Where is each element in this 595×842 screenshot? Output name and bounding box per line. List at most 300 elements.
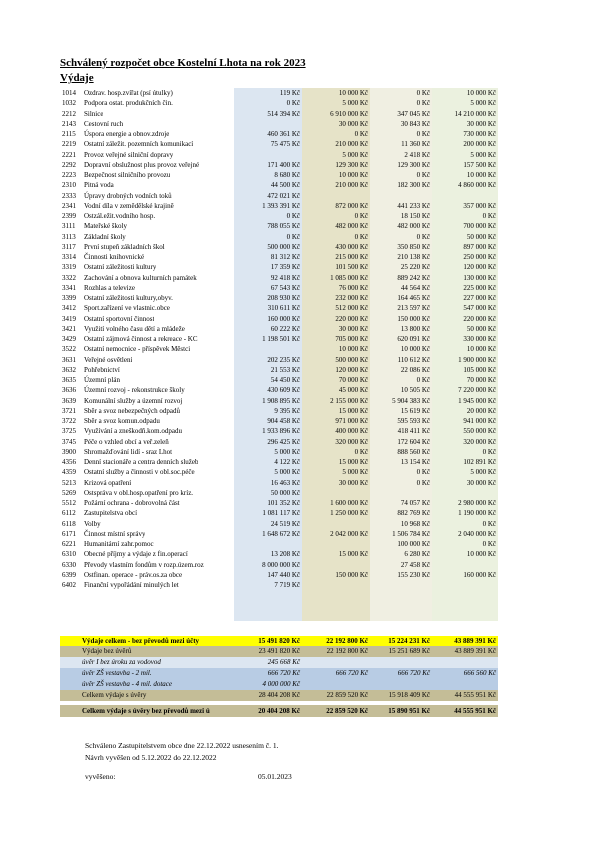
row-value-3: 5 904 383 Kč bbox=[392, 396, 430, 405]
row-value-4: 320 000 Kč bbox=[463, 437, 496, 446]
row-value-3: 1 506 784 Kč bbox=[392, 529, 430, 538]
table-row bbox=[62, 170, 498, 180]
row-value-2: 0 Kč bbox=[354, 212, 368, 220]
row-value-2: 10 000 Kč bbox=[338, 89, 368, 97]
row-value-4: 220 000 Kč bbox=[463, 314, 496, 323]
row-value-1: 310 611 Kč bbox=[267, 304, 300, 313]
row-name: Územní plán bbox=[84, 376, 120, 384]
row-value-2: 232 000 Kč bbox=[335, 294, 368, 302]
row-value-3: 10 000 Kč bbox=[400, 345, 430, 354]
row-value-3: 0 Kč bbox=[416, 468, 430, 477]
row-code: 5269 bbox=[62, 488, 76, 497]
table-row bbox=[62, 508, 498, 518]
table-row bbox=[62, 129, 498, 139]
row-value-1: 75 475 Kč bbox=[270, 140, 300, 149]
row-code: 2310 bbox=[62, 181, 76, 190]
summary-value-3: 666 720 Kč bbox=[397, 669, 430, 677]
row-value-4: 941 000 Kč bbox=[463, 417, 496, 425]
row-name: Základní školy bbox=[84, 232, 126, 241]
row-value-2: 500 000 Kč bbox=[335, 355, 368, 364]
row-value-3: 0 Kč bbox=[416, 478, 430, 487]
row-value-3: 441 233 Kč bbox=[397, 201, 430, 210]
row-value-3: 13 154 Kč bbox=[400, 458, 430, 466]
row-value-1: 160 000 Kč bbox=[267, 314, 300, 323]
row-value-4: 5 000 Kč bbox=[470, 99, 496, 108]
summary-value-1: 4 000 000 Kč bbox=[262, 680, 300, 688]
summary-value-4: 666 560 Kč bbox=[463, 669, 496, 677]
row-value-4: 0 Kč bbox=[482, 447, 496, 456]
row-value-1: 17 359 Kč bbox=[270, 263, 300, 272]
row-value-2: 10 000 Kč bbox=[338, 171, 368, 179]
row-code: 3412 bbox=[62, 304, 76, 313]
row-value-4: 227 000 Kč bbox=[463, 294, 496, 302]
row-name: Pohřebnictví bbox=[84, 365, 120, 374]
row-value-1: 500 000 Kč bbox=[267, 242, 300, 251]
row-value-2: 971 000 Kč bbox=[335, 417, 368, 425]
table-row bbox=[62, 447, 498, 457]
row-code: 2221 bbox=[62, 150, 76, 159]
row-value-1: 8 680 Kč bbox=[274, 171, 300, 179]
row-value-1: 21 553 Kč bbox=[270, 365, 300, 374]
row-code: 3632 bbox=[62, 365, 76, 374]
row-name: Finanční vypořádání minulých let bbox=[84, 581, 179, 589]
summary-label: úvěr I bez úroku za vodovod bbox=[82, 658, 161, 666]
row-value-1: 1 081 117 Kč bbox=[262, 509, 300, 518]
row-name: Požární ochrana - dobrovolná část bbox=[84, 499, 180, 507]
row-value-3: 0 Kč bbox=[416, 376, 430, 384]
row-value-1: 7 719 Kč bbox=[274, 581, 300, 589]
row-value-1: 101 352 Kč bbox=[267, 499, 300, 507]
row-code: 6402 bbox=[62, 581, 76, 589]
row-code: 2219 bbox=[62, 140, 76, 149]
row-value-4: 14 210 000 Kč bbox=[454, 109, 496, 118]
summary-value-2: 666 720 Kč bbox=[335, 669, 368, 677]
summary-label: úvěr ZŠ vestavba - 2 mil. bbox=[82, 669, 152, 677]
row-value-2: 15 000 Kč bbox=[338, 550, 368, 559]
row-name: Obecné příjmy a výdaje z fin.operací bbox=[84, 550, 188, 559]
summary-value-2: 22 192 800 Kč bbox=[326, 637, 368, 645]
row-value-4: 0 Kč bbox=[482, 212, 496, 220]
row-value-1: 67 543 Kč bbox=[270, 283, 300, 292]
row-value-4: 700 000 Kč bbox=[463, 222, 496, 231]
row-value-1: 50 000 Kč bbox=[270, 488, 300, 497]
posted-label: vyvěšeno: bbox=[85, 772, 116, 781]
table-row bbox=[62, 416, 498, 426]
table-row bbox=[62, 180, 498, 190]
document-title: Schválený rozpočet obce Kostelní Lhota na rok 2023 bbox=[60, 57, 306, 69]
row-name: Sport.zařízení ve vlastnic.obce bbox=[84, 304, 170, 313]
row-code: 6118 bbox=[62, 519, 76, 528]
row-value-2: 150 000 Kč bbox=[335, 570, 368, 579]
row-value-3: 11 360 Kč bbox=[401, 140, 430, 149]
row-name: Činnosti knihovnické bbox=[84, 253, 145, 261]
row-value-3: 10 505 Kč bbox=[400, 386, 430, 395]
row-code: 3314 bbox=[62, 253, 76, 261]
row-code: 2115 bbox=[62, 130, 76, 138]
row-value-1: 171 400 Kč bbox=[267, 160, 300, 169]
row-value-1: 430 609 Kč bbox=[267, 386, 300, 395]
table-row bbox=[62, 457, 498, 467]
row-name: Podpora ostat. produkčních čin. bbox=[84, 99, 173, 108]
row-code: 2143 bbox=[62, 119, 76, 128]
row-code: 6330 bbox=[62, 560, 76, 569]
row-value-2: 2 042 000 Kč bbox=[330, 529, 368, 538]
row-value-1: 904 458 Kč bbox=[267, 417, 300, 425]
table-row bbox=[62, 396, 498, 406]
row-value-1: 119 Kč bbox=[279, 89, 300, 97]
row-value-1: 0 Kč bbox=[286, 99, 300, 108]
summary-row-loan-water bbox=[60, 657, 498, 668]
row-name: Územní rozvoj - rekonstrukce školy bbox=[84, 386, 185, 395]
row-value-1: 8 000 000 Kč bbox=[262, 560, 300, 569]
table-row bbox=[62, 191, 498, 201]
row-name: Vodní díla v zemědělské krajině bbox=[84, 201, 174, 210]
row-value-2: 210 000 Kč bbox=[335, 140, 368, 149]
row-value-3: 418 411 Kč bbox=[397, 427, 430, 436]
row-name: Sběr a svoz komun.odpadu bbox=[84, 417, 160, 425]
table-row bbox=[62, 344, 498, 354]
row-value-3: 22 086 Kč bbox=[400, 365, 430, 374]
row-value-1: 1 198 501 Kč bbox=[262, 335, 300, 343]
row-value-1: 5 000 Kč bbox=[274, 468, 300, 477]
row-code: 3113 bbox=[62, 232, 76, 241]
row-value-4: 10 000 Kč bbox=[466, 89, 496, 97]
expenditure-table bbox=[62, 88, 498, 590]
row-value-2: 70 000 Kč bbox=[338, 376, 368, 384]
row-name: Ostatní záležit. pozemních komunikací bbox=[84, 140, 194, 149]
row-code: 4359 bbox=[62, 468, 76, 477]
row-name: Cestovní ruch bbox=[84, 119, 124, 128]
row-name: Činnost místní správy bbox=[84, 529, 146, 538]
approval-note: Schváleno Zastupitelstvem obce dne 22.12.2022 usnesením č. 1. bbox=[85, 741, 279, 750]
row-name: Dopravní obslužnost plus provoz veřejné bbox=[84, 160, 200, 169]
row-value-4: 897 000 Kč bbox=[463, 242, 496, 251]
table-row bbox=[62, 498, 498, 508]
row-code: 3419 bbox=[62, 314, 76, 323]
row-value-4: 50 000 Kč bbox=[466, 324, 496, 333]
table-row bbox=[62, 262, 498, 272]
row-name: Sběr a svoz nebezpečných odpadů bbox=[84, 406, 181, 415]
summary-value-3: 15 224 231 Kč bbox=[388, 637, 430, 645]
row-code: 3639 bbox=[62, 396, 76, 405]
row-value-3: 595 593 Kč bbox=[397, 417, 430, 425]
row-value-4: 225 000 Kč bbox=[463, 283, 496, 292]
table-row bbox=[62, 426, 498, 436]
row-name: Převody vlastním fondům v rozp.územ.roz bbox=[84, 560, 204, 569]
row-code: 3322 bbox=[62, 273, 76, 282]
row-value-4: 105 000 Kč bbox=[463, 365, 496, 374]
row-value-2: 129 300 Kč bbox=[335, 160, 368, 169]
summary-value-4: 44 555 951 Kč bbox=[454, 691, 496, 699]
table-row bbox=[62, 160, 498, 170]
row-value-2: 0 Kč bbox=[354, 447, 368, 456]
row-name: Ostatní nemocnice - příspěvek Městci bbox=[84, 345, 191, 354]
row-value-2: 400 000 Kč bbox=[335, 427, 368, 436]
table-row bbox=[62, 283, 498, 293]
row-value-4: 30 000 Kč bbox=[466, 119, 496, 128]
row-value-2: 30 000 Kč bbox=[338, 119, 368, 128]
row-code: 3900 bbox=[62, 447, 76, 456]
row-value-2: 1 250 000 Kč bbox=[330, 509, 368, 518]
row-name: Pitná voda bbox=[84, 181, 114, 190]
table-row bbox=[62, 88, 498, 98]
summary-value-3: 15 890 951 Kč bbox=[388, 707, 430, 715]
row-name: Péče o vzhled obcí a veř.zeleň bbox=[84, 437, 169, 446]
row-code: 3522 bbox=[62, 345, 76, 354]
row-name: Zachování a obnova kulturních památek bbox=[84, 273, 197, 282]
table-row bbox=[62, 519, 498, 529]
row-value-3: 164 465 Kč bbox=[397, 294, 430, 302]
row-value-4: 730 000 Kč bbox=[463, 130, 496, 138]
row-name: Mateřské školy bbox=[84, 222, 127, 231]
summary-value-2: 22 859 520 Kč bbox=[326, 691, 368, 699]
row-value-2: 430 000 Kč bbox=[335, 242, 368, 251]
row-value-4: 50 000 Kč bbox=[466, 232, 496, 241]
table-row bbox=[62, 232, 498, 242]
row-value-1: 788 055 Kč bbox=[267, 222, 300, 231]
row-value-3: 10 968 Kč bbox=[400, 519, 430, 528]
row-name: Rozhlas a televize bbox=[84, 283, 135, 292]
row-value-2: 101 500 Kč bbox=[335, 263, 368, 272]
summary-value-1: 28 404 208 Kč bbox=[258, 691, 300, 699]
summary-label: Výdaje celkem - bez převodů mezi účty bbox=[82, 637, 200, 645]
row-value-1: 1 648 672 Kč bbox=[262, 529, 300, 538]
row-value-4: 0 Kč bbox=[482, 540, 496, 548]
row-code: 1032 bbox=[62, 99, 76, 108]
row-value-1: 0 Kč bbox=[286, 232, 300, 241]
row-code: 3725 bbox=[62, 427, 76, 436]
row-name: Ostatní zájmová činnost a rekreace - KC bbox=[84, 335, 198, 343]
row-name: Úspora energie a obnov.zdroje bbox=[84, 130, 170, 138]
table-row bbox=[62, 365, 498, 375]
summary-value-1: 15 491 820 Kč bbox=[258, 637, 300, 645]
row-value-3: 100 000 Kč bbox=[397, 540, 430, 548]
row-value-1: 0 Kč bbox=[286, 212, 300, 220]
row-code: 3722 bbox=[62, 417, 76, 425]
row-value-1: 147 440 Kč bbox=[267, 570, 300, 579]
row-value-4: 550 000 Kč bbox=[463, 427, 496, 436]
row-value-2: 15 000 Kč bbox=[338, 406, 368, 415]
row-value-2: 120 000 Kč bbox=[335, 365, 368, 374]
summary-value-4: 44 555 951 Kč bbox=[454, 707, 496, 715]
row-value-4: 1 900 000 Kč bbox=[458, 355, 496, 364]
row-code: 2399 bbox=[62, 212, 76, 220]
summary-value-1: 23 491 820 Kč bbox=[258, 647, 300, 655]
row-name: Ostatní záležitosti kultury,obyv. bbox=[84, 294, 173, 302]
table-row bbox=[62, 560, 498, 570]
summary-value-4: 43 889 391 Kč bbox=[454, 647, 496, 655]
row-value-3: 347 045 Kč bbox=[397, 109, 430, 118]
summary-row-with-loans bbox=[60, 690, 498, 701]
table-row bbox=[62, 139, 498, 149]
row-value-3: 18 150 Kč bbox=[400, 212, 430, 220]
row-value-3: 350 850 Kč bbox=[397, 242, 430, 251]
row-value-3: 2 418 Kč bbox=[404, 150, 430, 159]
row-code: 2341 bbox=[62, 201, 76, 210]
table-row bbox=[62, 467, 498, 477]
summary-value-3: 15 251 689 Kč bbox=[388, 647, 430, 655]
row-code: 6112 bbox=[62, 509, 76, 518]
row-code: 6399 bbox=[62, 570, 76, 579]
table-row bbox=[62, 293, 498, 303]
summary-label: úvěr ZŠ vestavba - 4 mil. dotace bbox=[82, 680, 173, 688]
row-value-3: 129 300 Kč bbox=[397, 160, 430, 169]
summary-value-4: 43 889 391 Kč bbox=[454, 637, 496, 645]
row-value-4: 200 000 Kč bbox=[463, 140, 496, 149]
row-name: Ostzál.ežit.vodního hosp. bbox=[84, 212, 156, 220]
row-code: 3341 bbox=[62, 283, 76, 292]
row-value-3: 620 091 Kč bbox=[397, 335, 430, 343]
row-name: Ostatní záležitosti kultury bbox=[84, 263, 157, 272]
row-value-3: 110 612 Kč bbox=[397, 355, 430, 364]
row-code: 2212 bbox=[62, 109, 76, 118]
row-value-4: 2 040 000 Kč bbox=[458, 529, 496, 538]
row-name: Ostatní služby a činnosti v obl.soc.péče bbox=[84, 468, 195, 477]
row-value-2: 15 000 Kč bbox=[338, 458, 368, 466]
table-row bbox=[62, 211, 498, 221]
row-code: 4356 bbox=[62, 458, 76, 466]
row-value-3: 0 Kč bbox=[416, 99, 430, 108]
row-value-1: 296 425 Kč bbox=[267, 437, 300, 446]
row-name: Provoz veřejné silniční dopravy bbox=[84, 150, 174, 159]
row-value-2: 705 000 Kč bbox=[335, 335, 368, 343]
row-value-2: 220 000 Kč bbox=[335, 314, 368, 323]
row-name: Využití volného času dětí a mládeže bbox=[84, 324, 185, 333]
row-name: Silnice bbox=[84, 109, 104, 118]
row-value-2: 872 000 Kč bbox=[335, 201, 368, 210]
table-row bbox=[62, 539, 498, 549]
row-value-2: 6 910 000 Kč bbox=[330, 109, 368, 118]
row-value-3: 0 Kč bbox=[416, 130, 430, 138]
row-value-4: 10 000 Kč bbox=[466, 171, 496, 179]
row-value-2: 2 155 000 Kč bbox=[330, 396, 368, 405]
row-value-1: 472 021 Kč bbox=[267, 191, 300, 200]
row-value-3: 888 560 Kč bbox=[397, 447, 430, 456]
row-value-1: 16 463 Kč bbox=[270, 478, 300, 487]
row-value-2: 5 000 Kč bbox=[342, 468, 368, 477]
table-row bbox=[62, 314, 498, 324]
summary-row-total bbox=[60, 636, 498, 646]
row-value-3: 0 Kč bbox=[416, 89, 430, 97]
row-value-2: 45 000 Kč bbox=[338, 386, 368, 395]
summary-row-without-loans bbox=[60, 646, 498, 657]
row-value-3: 882 769 Kč bbox=[397, 509, 430, 518]
row-code: 2333 bbox=[62, 191, 76, 200]
row-code: 2292 bbox=[62, 160, 76, 169]
row-value-2: 215 000 Kč bbox=[335, 253, 368, 261]
table-row bbox=[62, 385, 498, 395]
row-value-3: 482 000 Kč bbox=[397, 222, 430, 231]
row-value-4: 1 190 000 Kč bbox=[458, 509, 496, 518]
row-value-2: 1 085 000 Kč bbox=[330, 273, 368, 282]
row-value-3: 25 220 Kč bbox=[400, 263, 430, 272]
row-value-1: 5 000 Kč bbox=[274, 447, 300, 456]
row-value-3: 0 Kč bbox=[416, 232, 430, 241]
row-value-4: 0 Kč bbox=[482, 519, 496, 528]
row-value-2: 1 600 000 Kč bbox=[330, 499, 368, 507]
posted-date: 05.01.2023 bbox=[258, 772, 292, 781]
table-row bbox=[62, 529, 498, 539]
row-value-2: 5 000 Kč bbox=[342, 99, 368, 108]
summary-value-1: 245 668 Kč bbox=[267, 658, 300, 666]
row-value-2: 210 000 Kč bbox=[335, 181, 368, 190]
row-value-1: 202 235 Kč bbox=[267, 355, 300, 364]
row-code: 3421 bbox=[62, 324, 76, 333]
row-code: 3117 bbox=[62, 242, 76, 251]
table-row bbox=[62, 549, 498, 559]
row-value-4: 2 980 000 Kč bbox=[458, 499, 496, 507]
table-row bbox=[62, 570, 498, 580]
row-code: 3429 bbox=[62, 335, 76, 343]
row-value-2: 76 000 Kč bbox=[338, 283, 368, 292]
row-value-2: 10 000 Kč bbox=[338, 345, 368, 354]
row-value-3: 0 Kč bbox=[416, 171, 430, 179]
table-row bbox=[62, 303, 498, 313]
row-value-1: 13 208 Kč bbox=[270, 550, 300, 559]
summary-row-grand-total bbox=[60, 705, 498, 717]
row-value-4: 10 000 Kč bbox=[466, 550, 496, 559]
row-value-4: 157 500 Kč bbox=[463, 160, 496, 169]
row-value-4: 120 000 Kč bbox=[463, 263, 496, 272]
row-code: 5512 bbox=[62, 499, 76, 507]
row-code: 3721 bbox=[62, 406, 76, 415]
row-name: Komunální služby a územní rozvoj bbox=[84, 396, 183, 405]
row-value-2: 482 000 Kč bbox=[335, 222, 368, 231]
row-name: Využívání a zneškodň.kom.odpadu bbox=[84, 427, 182, 436]
summary-value-1: 666 720 Kč bbox=[267, 669, 300, 677]
table-row bbox=[62, 406, 498, 416]
table-row bbox=[62, 580, 498, 590]
row-value-3: 27 458 Kč bbox=[400, 560, 430, 569]
row-code: 3631 bbox=[62, 355, 76, 364]
row-value-3: 30 843 Kč bbox=[400, 119, 430, 128]
summary-value-3: 15 918 409 Kč bbox=[388, 691, 430, 699]
row-value-4: 1 945 000 Kč bbox=[458, 396, 496, 405]
row-name: Denní stacionáře a centra denních služeb bbox=[84, 458, 199, 466]
row-code: 3636 bbox=[62, 386, 76, 395]
summary-label: Celkem výdaje s úvěry bbox=[82, 691, 147, 699]
row-name: Ozdrav. hosp.zvířat (psí útulky) bbox=[84, 89, 173, 97]
row-value-1: 44 500 Kč bbox=[270, 181, 300, 190]
summary-label: Výdaje bez úvěrů bbox=[82, 647, 132, 655]
table-row bbox=[62, 109, 498, 119]
row-value-4: 130 000 Kč bbox=[463, 273, 496, 282]
row-value-4: 330 000 Kč bbox=[463, 335, 496, 343]
table-row bbox=[62, 98, 498, 108]
row-value-4: 10 000 Kč bbox=[466, 345, 496, 354]
table-row bbox=[62, 334, 498, 344]
row-value-4: 5 000 Kč bbox=[470, 150, 496, 159]
summary-row-loan-school-4m bbox=[60, 679, 498, 690]
row-value-2: 0 Kč bbox=[354, 232, 368, 241]
row-value-3: 6 280 Kč bbox=[404, 550, 430, 559]
row-value-1: 4 122 Kč bbox=[274, 458, 300, 466]
table-row bbox=[62, 437, 498, 447]
row-value-1: 460 361 Kč bbox=[267, 130, 300, 138]
draft-note: Návrh vyvěšen od 5.12.2022 do 22.12.2022 bbox=[85, 753, 217, 762]
row-name: Bezpečnost silničního provozu bbox=[84, 171, 171, 179]
row-code: 3635 bbox=[62, 376, 76, 384]
row-value-2: 30 000 Kč bbox=[338, 478, 368, 487]
table-row bbox=[62, 478, 498, 488]
row-value-3: 155 230 Kč bbox=[397, 570, 430, 579]
summary-row-loan-school-2m bbox=[60, 668, 498, 679]
table-row bbox=[62, 221, 498, 231]
summary-value-2: 22 192 800 Kč bbox=[326, 647, 368, 655]
row-value-1: 208 930 Kč bbox=[267, 294, 300, 302]
table-row bbox=[62, 324, 498, 334]
summary-value-1: 20 404 208 Kč bbox=[258, 707, 300, 715]
